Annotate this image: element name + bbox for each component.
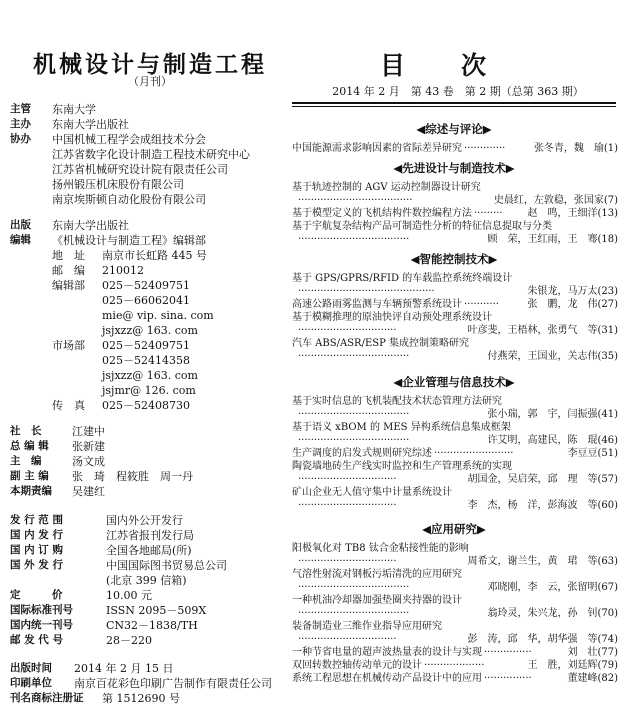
article-title: 基于模型定义的飞机结构件数控编程方法	[292, 208, 472, 219]
toc-entry-authors-line	[292, 581, 618, 594]
toc-entry[interactable]	[292, 421, 618, 434]
toc-entry-authors-line	[292, 555, 618, 568]
article-title: 一种节省电量的超声波热量表的设计与实现	[292, 647, 482, 658]
article-authors-page: 刘 壮(77)	[567, 647, 618, 658]
sponsor-value: 中国机械工程学会成组技术分会	[52, 133, 206, 146]
article-authors-page: 付燕荣，王国业，关志伟(35)	[487, 351, 618, 362]
toc-entry-authors-line	[292, 607, 618, 620]
sponsor-label: 主办	[10, 118, 31, 130]
toc-entry-authors-line	[292, 324, 618, 337]
editor-label: 编辑	[10, 234, 31, 246]
toc-entry[interactable]	[292, 142, 618, 155]
article-title: 汽车 ABS/ASR/ESP 集成控制策略研究	[292, 338, 469, 349]
staff-row: 主 编 汤文成	[10, 455, 105, 468]
contact-market-phone: 025－52414358	[102, 354, 190, 367]
leader-dots: ·······························	[298, 325, 397, 336]
article-authors-page: 朱银龙，马万太(23)	[527, 286, 618, 297]
toc-title-char: 次	[461, 51, 489, 80]
contact-email: jsjmr@ 126. com	[102, 384, 196, 397]
article-title: 阳极氧化对 TB8 钛合金粘接性能的影响	[292, 543, 469, 554]
leader-dots: ·······························	[298, 634, 397, 645]
toc-entry[interactable]	[292, 486, 618, 499]
toc-entry[interactable]	[292, 659, 618, 672]
printer-row: 印刷单位 南京百花彩色印刷广告制作有限责任公司	[10, 677, 272, 690]
cn-row: 国内统一刊号 CN32－1838/TH	[10, 619, 198, 632]
sponsor-row	[10, 102, 292, 117]
co-organizer: 江苏省机械研究设计院有限责任公司	[52, 163, 228, 176]
toc-entry-authors-line	[292, 194, 618, 207]
article-title: 基于宇航复杂结构产品可制造性分析的特征信息提取与分类	[292, 221, 552, 232]
leader-dots: ···································	[298, 608, 410, 619]
toc-entry-authors-line	[292, 233, 618, 246]
leader-dots: ·························	[434, 448, 514, 459]
toc-entry-authors-line	[292, 633, 618, 646]
magazine-frequency: （月刊）	[128, 75, 172, 88]
article-title: 基于语义 xBOM 的 MES 异构系统信息集成框架	[292, 422, 511, 433]
article-title: 基于实时信息的飞机装配技术状态管理方法研究	[292, 396, 502, 407]
leader-dots: ·········	[474, 208, 503, 219]
leader-dots: ···································	[298, 351, 410, 362]
toc-entry[interactable]	[292, 207, 618, 220]
article-authors-page: 翁玲灵，朱兴龙，孙 钊(70)	[487, 608, 618, 619]
divider	[292, 106, 616, 107]
article-authors-page: 张冬青，魏 瑜(1)	[533, 143, 618, 154]
section-heading: ◀企业管理与信息技术▶	[393, 375, 515, 389]
toc-entry[interactable]	[292, 672, 618, 685]
toc-entry[interactable]	[292, 337, 618, 350]
editor-row	[10, 233, 292, 248]
article-authors-page: 周希文，谢兰生，黄 珺 等(63)	[467, 556, 618, 567]
publisher-label: 出版	[10, 219, 31, 231]
leader-dots: ·······························	[298, 556, 397, 567]
distribution-row: 国 内 订 购 全国各地邮局(所)	[10, 544, 192, 557]
article-authors-page: 叶彦斐，王梧林，张勇气 等(31)	[467, 325, 618, 336]
sponsor-value: 东南大学出版社	[52, 118, 129, 131]
sponsor-value: 东南大学	[52, 103, 96, 116]
leader-dots: ···········································	[298, 286, 435, 297]
toc-entry-authors-line	[292, 408, 618, 421]
contact-postcode: 邮 编 210012	[52, 264, 144, 277]
staff-row: 总 编 辑 张新建	[10, 440, 105, 453]
contact-email: mie@ vip. sina. com	[102, 309, 214, 322]
article-authors-page: 李豆豆(51)	[567, 448, 618, 459]
sponsor-row	[10, 132, 292, 147]
toc-entry[interactable]	[292, 298, 618, 311]
toc-entry[interactable]	[292, 447, 618, 460]
article-title: 基于轨迹控制的 AGV 运动控制器设计研究	[292, 182, 481, 193]
staff-row: 本期责编 吴建红	[10, 485, 105, 498]
leader-dots: ···············	[484, 673, 532, 684]
postal-code-row: 邮 发 代 号 28－220	[10, 634, 152, 647]
price-row: 定 价 10.00 元	[10, 589, 152, 602]
co-organizer: 江苏省数字化设计制造工程技术研究中心	[52, 148, 250, 161]
distribution-row: 国 外 发 行 中国国际图书贸易总公司	[10, 559, 227, 572]
leader-dots: ·······························	[298, 474, 397, 485]
staff-row: 社 长 江建中	[10, 425, 105, 438]
section-heading: ◀智能控制技术▶	[410, 252, 498, 266]
article-authors-page: 胡国金，吴启荣，邱 理 等(57)	[467, 474, 618, 485]
article-authors-page: 李 杰，杨 洋，彭海波 等(60)	[467, 500, 618, 511]
distribution-row: (北京 399 信箱)	[106, 574, 187, 587]
staff-row: 副 主 编 张 琦 程筱胜 周一丹	[10, 470, 193, 483]
contact-fax: 传 真 025－52408730	[52, 399, 190, 412]
toc-entry[interactable]	[292, 220, 618, 233]
article-title: 中国能源需求影响因素的省际差异研究	[292, 143, 462, 154]
contact-email: jsjxzz@ 163. com	[102, 324, 198, 337]
toc-title-char: 目	[380, 51, 408, 80]
toc-entry[interactable]	[292, 395, 618, 408]
article-title: 装备制造业三维作业指导应用研究	[292, 621, 442, 632]
article-title: 矿山企业无人值守集中计量系统设计	[292, 487, 452, 498]
article-title: 气溶性射流对钢板污垢清洗的应用研究	[292, 569, 462, 580]
toc-entry[interactable]	[292, 272, 618, 285]
divider	[292, 102, 616, 104]
toc-entry-authors-line	[292, 434, 618, 447]
toc-entry[interactable]	[292, 594, 618, 607]
leader-dots: ····································	[298, 195, 413, 206]
article-title: 双回转数控轴传动单元的设计	[292, 660, 422, 671]
issn-row: 国际标准刊号 ISSN 2095－509X	[10, 604, 207, 617]
issue-info: 2014 年 2 月 第 43 卷 第 2 期（总第 363 期）	[332, 85, 584, 98]
toc-entry-authors-line	[292, 499, 618, 512]
article-title: 基于模糊推理的原油快评自动预处理系统设计	[292, 312, 492, 323]
contact-editorial-phone: 编辑部 025－52409751	[52, 279, 190, 292]
contact-market-phone: 市场部 025－52409751	[52, 339, 190, 352]
distribution-row: 国 内 发 行 江苏省报刊发行局	[10, 529, 194, 542]
toc-entry[interactable]	[292, 568, 618, 581]
section-heading: ◀应用研究▶	[422, 522, 486, 536]
leader-dots: ·······························	[298, 500, 397, 511]
toc-entry[interactable]	[292, 646, 618, 659]
article-authors-page: 彭 涛，邱 华，胡华强 等(74)	[467, 634, 618, 645]
toc-title	[380, 46, 488, 82]
toc-entry[interactable]	[292, 460, 618, 473]
leader-dots: ···················	[424, 660, 485, 671]
leader-dots: ···································	[298, 435, 410, 446]
sponsor-label: 主管	[10, 103, 31, 115]
publisher-value: 东南大学出版社	[52, 219, 129, 232]
article-authors-page: 许艾明，高建民，陈 琨(46)	[487, 435, 618, 446]
article-authors-page: 赵 鸣，王细洋(13)	[527, 208, 618, 219]
article-authors-page: 董建峰(82)	[567, 673, 618, 684]
article-title: 陶瓷墙地砖生产线实时监控和生产管理系统的实现	[292, 461, 512, 472]
article-authors-page: 史晨红，左敦稳，张国家(7)	[493, 195, 618, 206]
co-organizer: 南京埃斯顿自动化股份有限公司	[52, 193, 206, 206]
leader-dots: ···············	[484, 647, 532, 658]
article-title: 基于 GPS/GPRS/RFID 的车载监控系统终端设计	[292, 273, 513, 284]
sponsor-label: 协办	[10, 133, 31, 145]
leader-dots: ···································	[298, 234, 410, 245]
article-authors-page: 张小瑞，郭 宇，闫振强(41)	[487, 409, 618, 420]
section-heading: ◀先进设计与制造技术▶	[393, 161, 515, 175]
article-authors-page: 王 胜，刘廷辉(79)	[527, 660, 618, 671]
contact-address: 地 址 南京市长虹路 445 号	[52, 249, 207, 262]
contact-editorial-phone: 025－66062041	[102, 294, 190, 307]
toc-entry[interactable]	[292, 542, 618, 555]
contact-email: jsjxzz@ 163. com	[102, 369, 198, 382]
leader-dots: ·············	[464, 143, 506, 154]
sponsor-row	[10, 117, 292, 132]
article-authors-page: 顾 荣，王红雨，王 骞(18)	[487, 234, 618, 245]
publisher-row	[10, 218, 292, 233]
leader-dots: ···································	[298, 582, 410, 593]
toc-entry[interactable]	[292, 181, 618, 194]
article-title: 生产调度的启发式规则研究综述	[292, 448, 432, 459]
toc-entry-authors-line	[292, 473, 618, 486]
editor-value: 《机械设计与制造工程》编辑部	[52, 234, 206, 247]
toc-entry-authors-line	[292, 285, 618, 298]
article-title: 高速公路雨雾监测与车辆预警系统设计	[292, 299, 462, 310]
leader-dots: ···········	[464, 299, 499, 310]
toc-entry[interactable]	[292, 620, 618, 633]
co-organizer: 扬州锻压机床股份有限公司	[52, 178, 184, 191]
trademark-row: 刊名商标注册证 第 1512690 号	[10, 692, 180, 705]
toc-entry-authors-line	[292, 350, 618, 363]
article-authors-page: 张 鹏，龙 伟(27)	[527, 299, 618, 310]
leader-dots: ···································	[298, 409, 410, 420]
article-title: 一种机油冷却器加强垫圈夹持器的设计	[292, 595, 462, 606]
toc-entry[interactable]	[292, 311, 618, 324]
article-authors-page: 邓晓刚，李 云，张留明(67)	[487, 582, 618, 593]
publish-date-row: 出版时间 2014 年 2 月 15 日	[10, 662, 174, 675]
distribution-row: 发 行 范 围 国内外公开发行	[10, 514, 183, 527]
article-title: 系统工程思想在机械传动产品设计中的应用	[292, 673, 482, 684]
magazine-title: 机械设计与制造工程	[33, 51, 267, 78]
section-heading: ◀综述与评论▶	[416, 122, 492, 136]
